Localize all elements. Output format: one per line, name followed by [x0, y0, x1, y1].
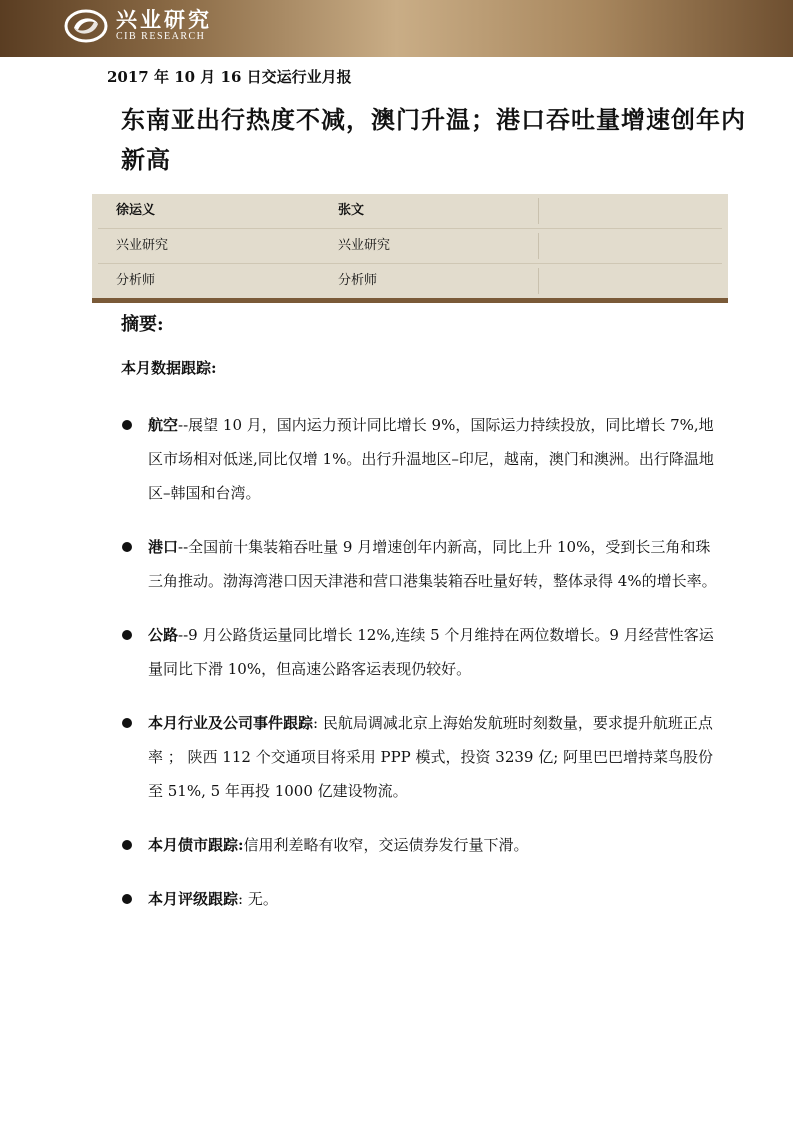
summary-bullet-list: [120, 408, 720, 936]
bullet-dot-icon: [122, 542, 132, 552]
bullet-industry-events: [120, 706, 720, 808]
bullet-dot-icon: [122, 630, 132, 640]
bullet-text: 信用利差略有收窄，交运债券发行量下滑。: [243, 836, 529, 854]
author-row-org: [92, 229, 728, 263]
author-row-role: [92, 264, 728, 298]
logo-english-text: CIB RESEARCH: [116, 31, 206, 42]
bullet-text: --展望 10 月，国内运力预计同比增长 9%，国际运力持续投放，同比增长 7%,地区市场相对低迷,同比仅增 1%。出行升温地区–印尼，越南，澳门和澳洲。出行降温地区–韩国和台湾。: [148, 416, 714, 502]
cib-logo-icon: [64, 8, 108, 44]
bullet-label: 公路: [148, 626, 179, 644]
bullet-text: : 民航局调减北京上海始发航班时刻数量，要求提升航班正点率 ； 陕西 112 个交通项目将采用 PPP 模式，投资 3239 亿; 阿里巴巴增持菜鸟股份至 51%, 5 年再投 1000 亿建设物流。: [148, 714, 714, 800]
author-2-role: 分析师: [338, 273, 378, 288]
summary-heading: 摘要:: [121, 314, 164, 335]
bullet-ports: [120, 530, 720, 598]
bullet-aviation: [120, 408, 720, 510]
author-table: [92, 194, 728, 303]
bullet-label: 港口: [148, 538, 179, 556]
author-1-name: 徐运义: [116, 203, 156, 218]
column-divider: [538, 233, 539, 259]
column-divider: [538, 268, 539, 294]
bullet-dot-icon: [122, 420, 132, 430]
bullet-text: --全国前十集装箱吞吐量 9 月增速创年内新高，同比上升 10%，受到长三角和珠三角推动。渤海湾港口因天津港和营口港集装箱吞吐量好转，整体录得 4%的增长率。: [148, 538, 717, 590]
bullet-text: --9 月公路货运量同比增长 12%,连续 5 个月维持在两位数增长。9 月经营性客运量同比下滑 10%，但高速公路客运表现仍较好。: [148, 626, 714, 678]
author-1-role: 分析师: [116, 273, 156, 288]
logo-chinese-text: 兴业研究: [116, 7, 212, 32]
bullet-dot-icon: [122, 840, 132, 850]
bullet-label: 本月债市跟踪:: [148, 836, 244, 854]
report-date: 2017 年 10 月 16 日交运行业月报: [107, 68, 352, 86]
author-1-org: 兴业研究: [116, 238, 169, 253]
bullet-text: : 无。: [238, 890, 278, 908]
column-divider: [538, 198, 539, 224]
report-title: 东南亚出行热度不减，澳门升温；港口吞吐量增速创年内新高: [121, 105, 746, 174]
cib-logo: [64, 6, 212, 46]
bullet-dot-icon: [122, 894, 132, 904]
bullet-rating: [120, 882, 720, 916]
bullet-bond-market: [120, 828, 720, 862]
bullet-label: 本月行业及公司事件跟踪: [148, 714, 314, 732]
author-2-name: 张文: [338, 203, 365, 218]
author-row-name: [92, 194, 728, 228]
bullet-label: 本月评级跟踪: [148, 890, 239, 908]
bullet-highway: [120, 618, 720, 686]
data-tracking-heading: 本月数据跟踪:: [121, 359, 217, 377]
header-band: [0, 0, 793, 57]
bullet-dot-icon: [122, 718, 132, 728]
bullet-label: 航空: [148, 416, 179, 434]
author-2-org: 兴业研究: [338, 238, 391, 253]
